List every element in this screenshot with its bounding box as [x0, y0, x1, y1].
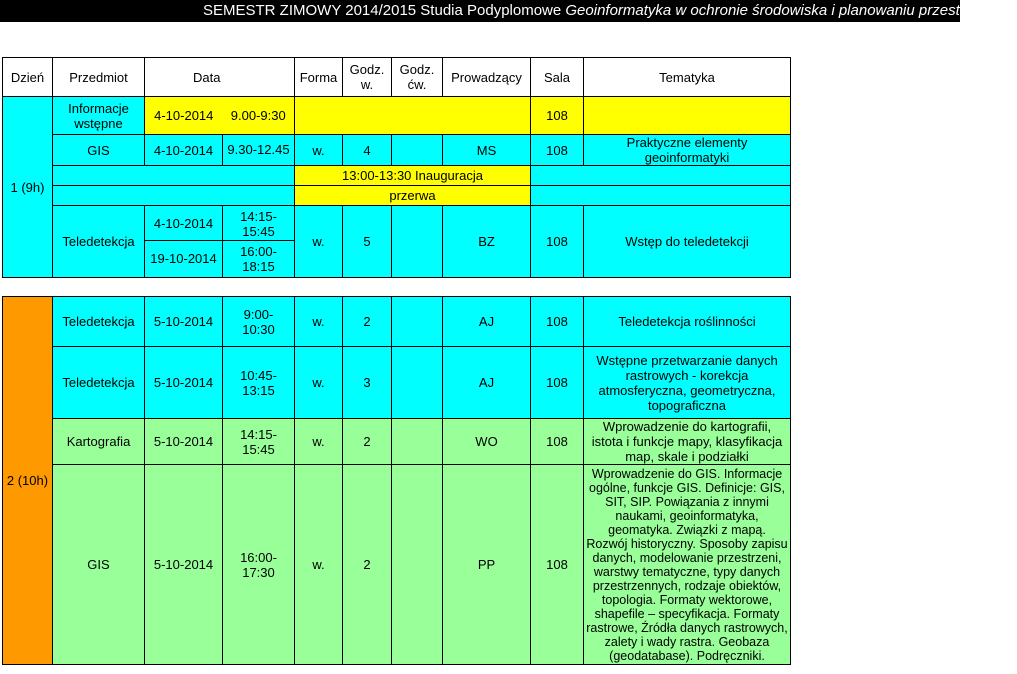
prowadzacy-cell: WO: [443, 419, 531, 465]
przedmiot-cell: Teledetekcja: [53, 297, 145, 347]
godz-cell: 2: [343, 419, 392, 465]
header-godz-w: Godz. w.: [343, 58, 392, 97]
data-cell: 5-10-2014: [145, 419, 223, 465]
prowadzacy-cell: PP: [443, 465, 531, 665]
godz-cw-cell: [392, 297, 443, 347]
sala-cell: 108: [531, 465, 584, 665]
time-cell: 9.00-9:30: [223, 97, 295, 135]
tematyka-cell: Wstępne przetwarzanie danych rastrowych - korekcja atmosferyczna, geometryczna, topograficzna: [584, 347, 791, 419]
data-2: 19-10-2014: [150, 251, 217, 266]
godz-cell: 5: [343, 206, 392, 278]
forma-cell: w.: [295, 419, 343, 465]
tematyka-cell: Wstęp do teledetekcji: [584, 206, 791, 278]
table-row: [3, 419, 791, 465]
godz-cw-cell: [392, 465, 443, 665]
godz-cell: 4: [343, 135, 392, 166]
przedmiot-cell: Teledetekcja: [53, 206, 145, 278]
tematyka-cell: Wprowadzenie do GIS. Informacje ogólne, funkcje GIS. Definicje: GIS, SIT, SIP. Powiązania z innymi naukami, geoinformatyka, geomatyka. Związki z mapą. Rozwój historyczny. Sposoby zapisu danych, modelowanie przestrzeni, warstwy tematyczne, typy danych przestrzennych, rodzaje obiektów, topologia. Formaty wektorowe, shapefile – specyfikacja. Formaty rastrowe, Źródła danych rastrowych, zalety i wady rastra. Geobaza (geodatabase). Podręczniki.: [584, 465, 791, 665]
time-cell: [223, 206, 295, 278]
data-cell: 4-10-2014: [145, 97, 223, 135]
event-inauguracja: 13:00-13:30 Inauguracja: [295, 166, 531, 186]
day-label: 1 (9h): [3, 97, 53, 278]
godz-cw-cell: [392, 419, 443, 465]
sala-cell: 108: [531, 419, 584, 465]
data-1: 4-10-2014: [145, 206, 222, 241]
tematyka-cell: [584, 97, 791, 135]
time-2: 16:00-18:15: [240, 244, 277, 274]
sala-cell: 108: [531, 297, 584, 347]
przedmiot-cell: GIS: [53, 135, 145, 166]
table-row: [3, 206, 791, 278]
time-cell: 10:45-13:15: [223, 347, 295, 419]
prowadzacy-cell: AJ: [443, 297, 531, 347]
sala-cell: 108: [531, 206, 584, 278]
przedmiot-cell: GIS: [53, 465, 145, 665]
header-godz-cw: Godz. ćw.: [392, 58, 443, 97]
data-cell: [145, 206, 223, 278]
title-italic: Geoinformatyka w ochronie środowiska i planowaniu przestrzennym: [565, 2, 1017, 19]
data-cell: 4-10-2014: [145, 135, 223, 166]
godz-cw-cell: [392, 135, 443, 166]
data-cell: 5-10-2014: [145, 297, 223, 347]
prowadzacy-cell: AJ: [443, 347, 531, 419]
schedule-table-day1: [2, 57, 791, 278]
header-forma: Forma: [295, 58, 343, 97]
header-prowadzacy: Prowadzący: [443, 58, 531, 97]
empty-cell: [531, 186, 791, 206]
header-sala: Sala: [531, 58, 584, 97]
document-title: [0, 0, 1017, 22]
sala-cell: 108: [531, 97, 584, 135]
table-row: [3, 297, 791, 347]
prowadzacy-cell: BZ: [443, 206, 531, 278]
przedmiot-cell: Teledetekcja: [53, 347, 145, 419]
sala-cell: 108: [531, 135, 584, 166]
header-tematyka: Tematyka: [584, 58, 791, 97]
forma-cell: w.: [295, 135, 343, 166]
godz-cell: 2: [343, 297, 392, 347]
godz-cw-cell: [392, 206, 443, 278]
time-cell: 16:00-17:30: [223, 465, 295, 665]
data-cell: 5-10-2014: [145, 347, 223, 419]
time-1: 14:15-15:45: [223, 206, 294, 241]
header-dzien: Dzień: [3, 58, 53, 97]
time-cell: 9.30-12.45: [223, 135, 295, 166]
przedmiot-cell: Kartografia: [53, 419, 145, 465]
event-przerwa: przerwa: [295, 186, 531, 206]
forma-cell: w.: [295, 465, 343, 665]
prowadzacy-cell: MS: [443, 135, 531, 166]
empty-cell: [531, 166, 791, 186]
table-row: [3, 186, 791, 206]
empty-cell: [53, 166, 295, 186]
tematyka-cell: Praktyczne elementy geoinformatyki: [584, 135, 791, 166]
table-row: [3, 347, 791, 419]
forma-cell: w.: [295, 206, 343, 278]
sala-cell: 108: [531, 347, 584, 419]
empty-cell: [295, 97, 531, 135]
przedmiot-cell: Informacje wstępne: [53, 97, 145, 135]
godz-cw-cell: [392, 347, 443, 419]
table-row: [3, 97, 791, 135]
title-prefix: SEMESTR ZIMOWY 2014/2015 Studia Podyplomowe: [203, 2, 566, 19]
empty-cell: [53, 186, 295, 206]
header-row: [3, 58, 791, 97]
time-cell: 14:15-15:45: [223, 419, 295, 465]
time-cell: 9:00-10:30: [223, 297, 295, 347]
godz-cell: 2: [343, 465, 392, 665]
schedule-table-day2: [2, 296, 791, 665]
data-cell: 5-10-2014: [145, 465, 223, 665]
tematyka-cell: Teledetekcja roślinności: [584, 297, 791, 347]
table-row: [3, 166, 791, 186]
table-row: [3, 465, 791, 665]
forma-cell: w.: [295, 347, 343, 419]
forma-cell: w.: [295, 297, 343, 347]
table-row: [3, 135, 791, 166]
header-data: Data: [145, 58, 223, 97]
godz-cell: 3: [343, 347, 392, 419]
header-forma-spacer: [223, 58, 295, 97]
header-przedmiot: Przedmiot: [53, 58, 145, 97]
tematyka-cell: Wprowadzenie do kartografii, istota i funkcje mapy, klasyfikacja map, skale i podziałki: [584, 419, 791, 465]
day-label: 2 (10h): [3, 297, 53, 665]
